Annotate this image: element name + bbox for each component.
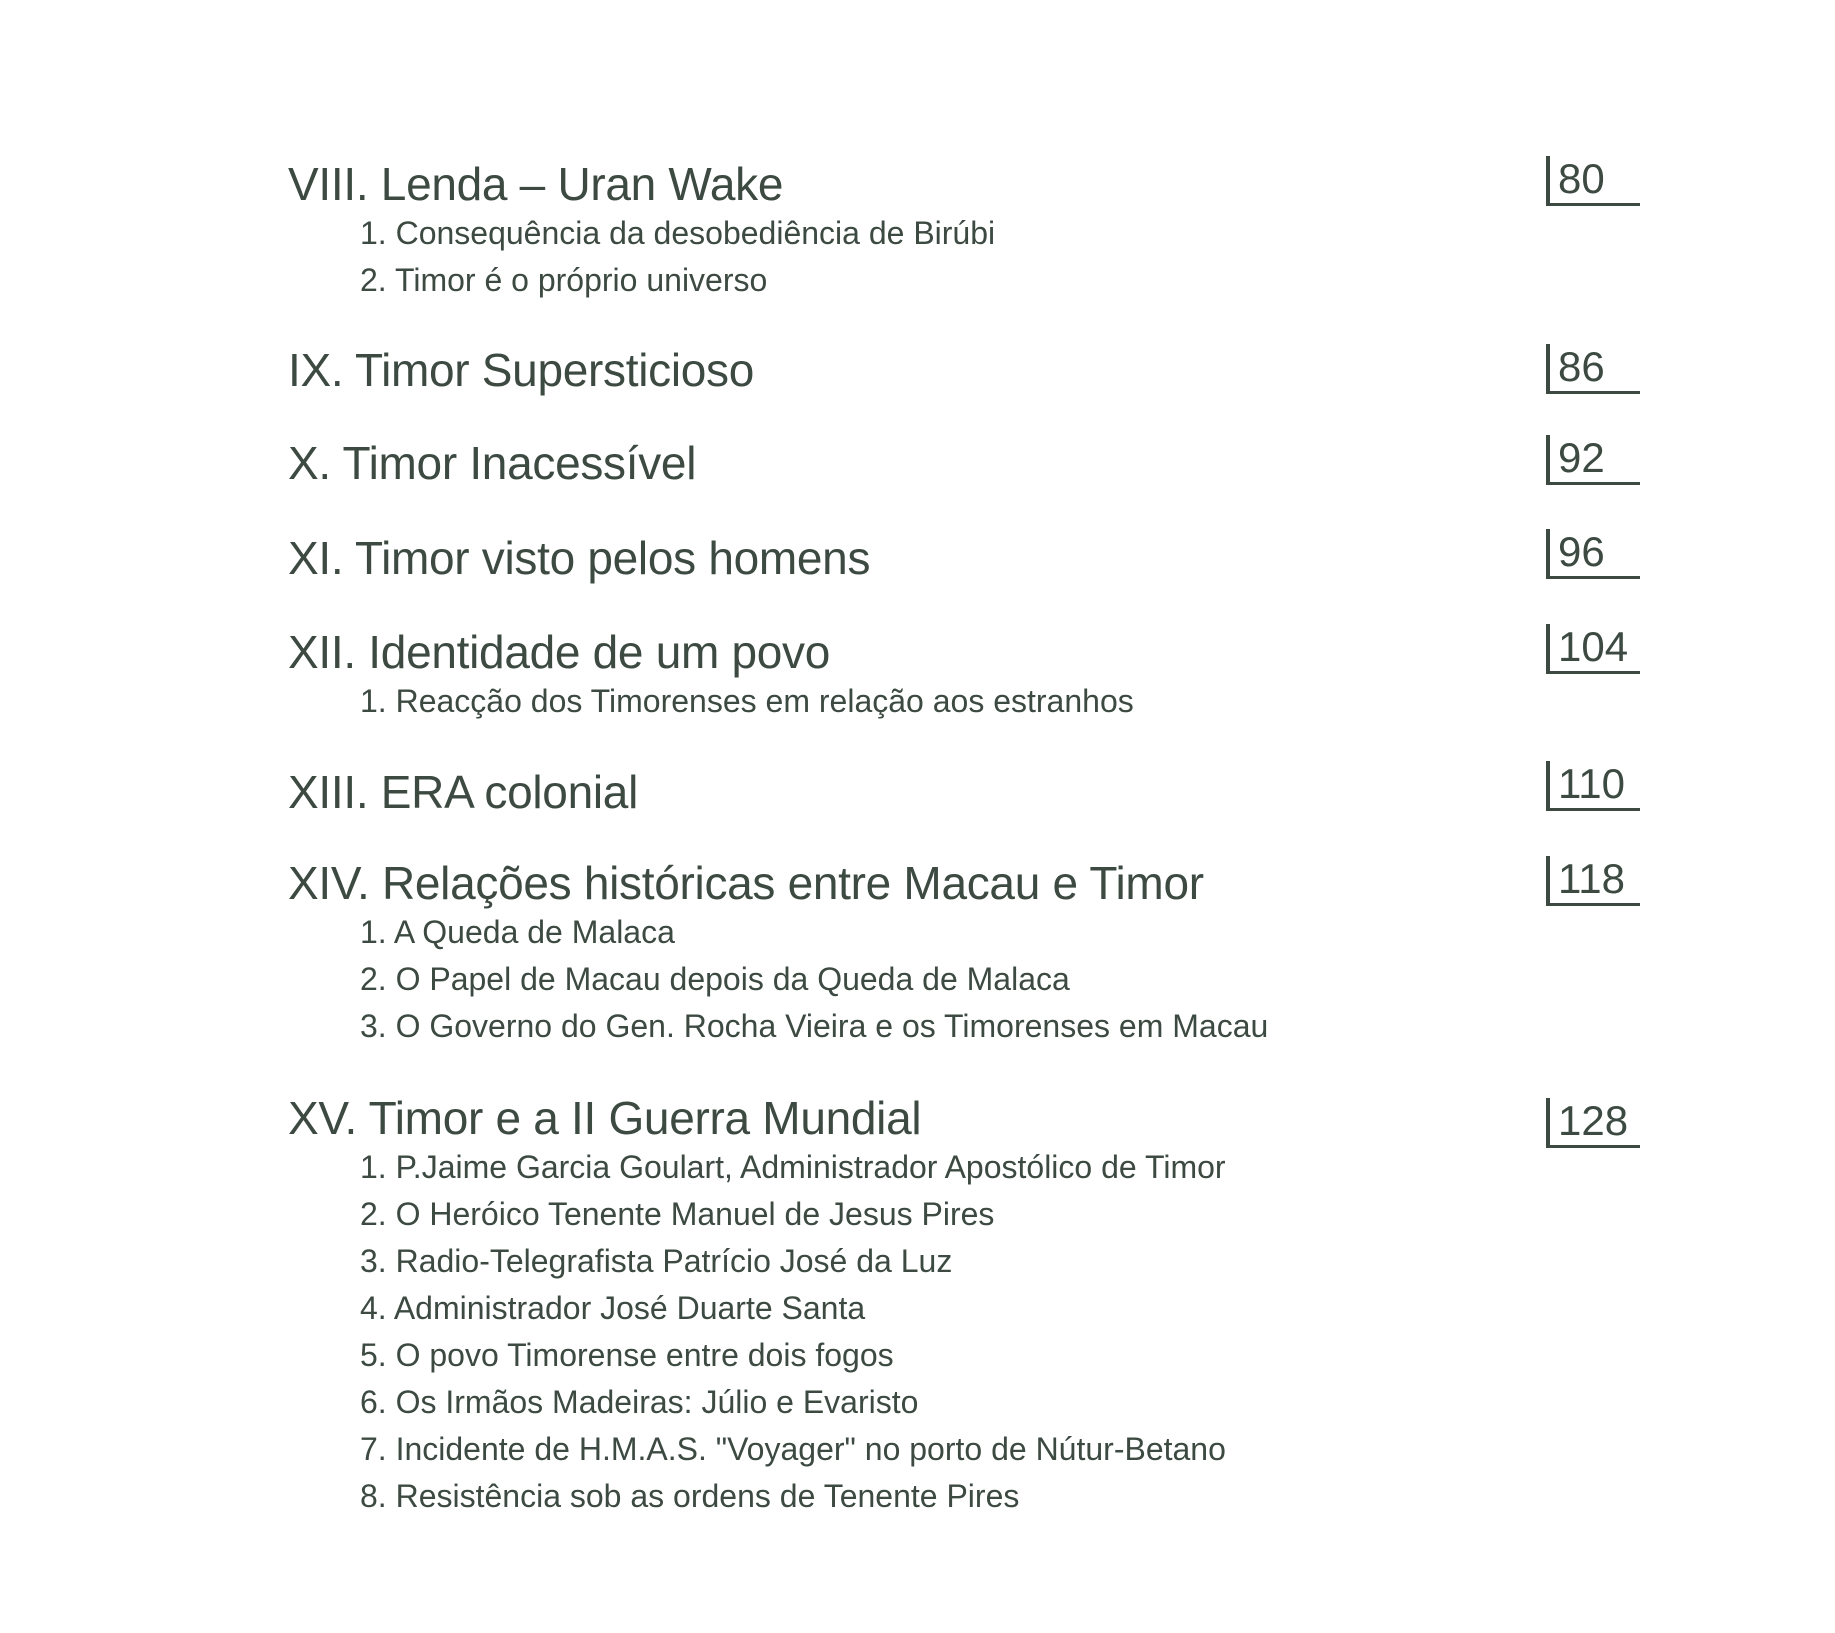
chapter-x <box>288 434 1648 489</box>
subsection-list <box>288 1144 1648 1520</box>
subsection-item: 5. O povo Timorense entre dois fogos <box>360 1337 894 1373</box>
page-number: 86 <box>1546 344 1640 394</box>
chapter-title: XIII. ERA colonial <box>288 766 638 818</box>
subsection-item: 2. O Heróico Tenente Manuel de Jesus Pires <box>360 1196 995 1232</box>
subsection-item: 8. Resistência sob as ordens de Tenente Pires <box>360 1478 1020 1514</box>
page-number: 80 <box>1546 156 1640 206</box>
page-number: 96 <box>1546 529 1640 579</box>
page-number: 118 <box>1546 856 1640 906</box>
subsection-item: 1. A Queda de Malaca <box>360 914 675 950</box>
subsection-item: 6. Os Irmãos Madeiras: Júlio e Evaristo <box>360 1384 919 1420</box>
chapter-xiv <box>288 857 1648 1050</box>
subsection-item: 2. Timor é o próprio universo <box>360 262 768 298</box>
subsection-item: 1. Consequência da desobediência de Birúbi <box>360 215 996 251</box>
subsection-item: 7. Incidente de H.M.A.S. "Voyager" no porto de Nútur-Betano <box>360 1431 1226 1467</box>
page-number: 128 <box>1546 1098 1640 1148</box>
chapter-title: X. Timor Inacessível <box>288 437 697 489</box>
chapter-xii <box>288 623 1648 725</box>
chapter-title: VIII. Lenda – Uran Wake <box>288 158 784 210</box>
subsection-item: 1. Reacção dos Timorenses em relação aos estranhos <box>360 683 1134 719</box>
chapter-title: XV. Timor e a II Guerra Mundial <box>288 1092 922 1144</box>
subsection-item: 3. Radio-Telegrafista Patrício José da Luz <box>360 1243 953 1279</box>
chapter-xi <box>288 528 1648 584</box>
chapter-ix <box>288 344 1648 396</box>
subsection-item: 3. O Governo do Gen. Rocha Vieira e os Timorenses em Macau <box>360 1008 1269 1044</box>
subsection-list <box>288 678 1648 725</box>
chapter-title: XII. Identidade de um povo <box>288 626 831 678</box>
chapter-xiii <box>288 760 1648 818</box>
subsection-item: 2. O Papel de Macau depois da Queda de Malaca <box>360 961 1070 997</box>
subsection-list <box>288 909 1648 1050</box>
chapter-title: XI. Timor visto pelos homens <box>288 532 871 584</box>
chapter-title: IX. Timor Supersticioso <box>288 344 755 396</box>
page-number: 104 <box>1546 624 1640 674</box>
chapter-title: XIV. Relações históricas entre Macau e Timor <box>288 857 1204 909</box>
chapter-xv <box>288 1092 1648 1520</box>
subsection-item: 4. Administrador José Duarte Santa <box>360 1290 866 1326</box>
page-number: 110 <box>1546 761 1640 811</box>
subsection-item: 1. P.Jaime Garcia Goulart, Administrador Apostólico de Timor <box>360 1149 1226 1185</box>
chapter-viii <box>288 155 1648 304</box>
page-number: 92 <box>1546 435 1640 485</box>
subsection-list <box>288 210 1648 304</box>
